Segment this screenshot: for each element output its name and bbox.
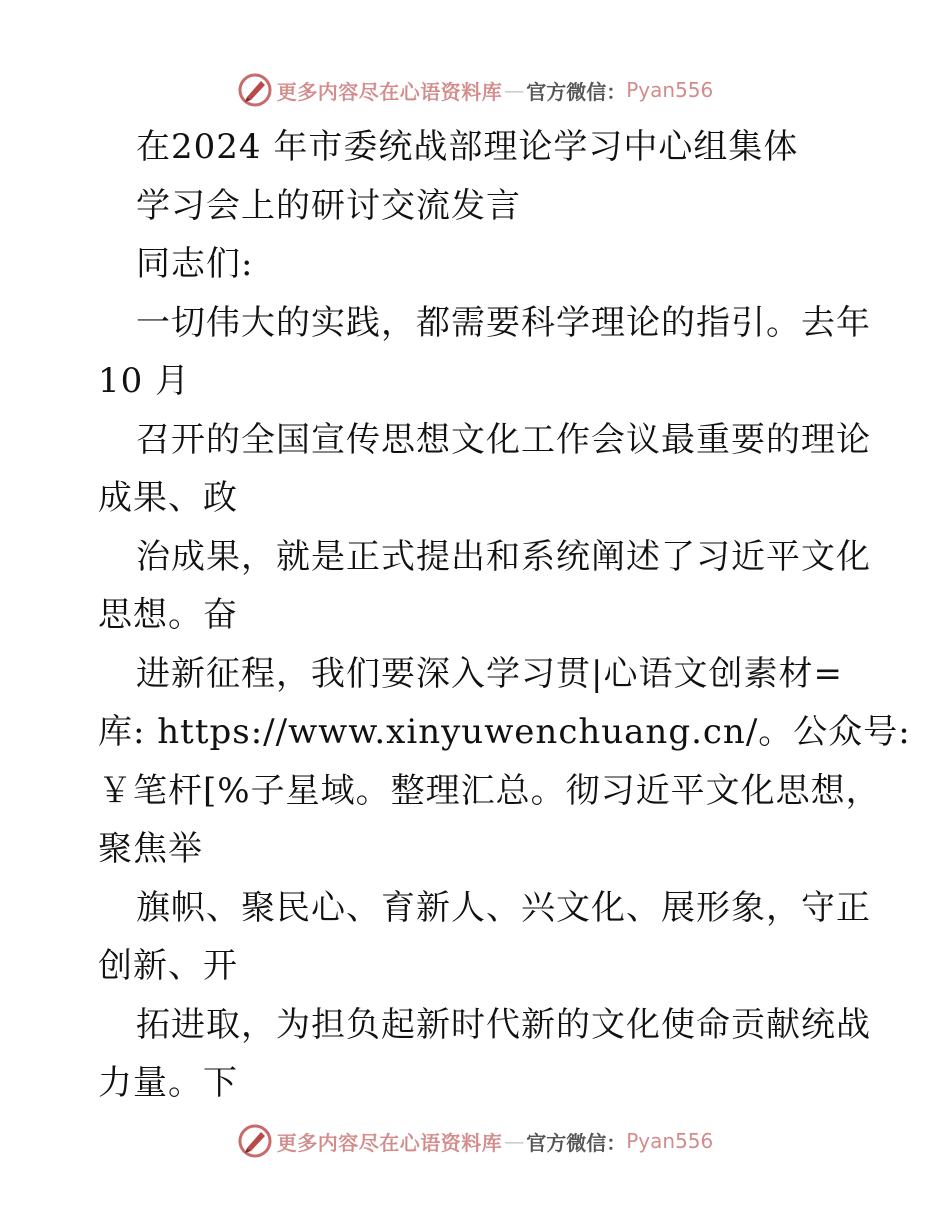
text-line: 创新、开	[98, 946, 238, 986]
text-line: 聚焦举	[98, 829, 203, 869]
wechat-label: 官方微信：	[526, 79, 627, 104]
document-body	[98, 118, 911, 1113]
text-line: 同志们:	[136, 244, 254, 284]
text-line: 力量。下	[98, 1063, 238, 1103]
text-line: 库: https://www.xinyuwenchuang.cn/。公众号:	[98, 712, 911, 752]
text-line: 成果、政	[98, 478, 238, 518]
text-line: 拓进取，为担负起新时代新的文化使命贡献统战	[136, 1004, 871, 1045]
wechat-id: Pyan556	[626, 78, 714, 102]
pen-nib-logo-icon	[237, 1123, 273, 1159]
text-line: ￥笔杆[%子星域。整理汇总。彻习近平文化思想，	[98, 770, 881, 811]
wechat-id: Pyan556	[626, 1129, 714, 1153]
text-line: 旗帜、聚民心、育新人、兴文化、展形象，守正	[136, 887, 871, 928]
site-name-text: 更多内容尽在心语资料库	[276, 79, 503, 104]
wechat-label: 官方微信：	[526, 1130, 627, 1155]
text-line: 召开的全国宣传思想文化工作会议最重要的理论	[136, 419, 871, 460]
text-line: 10 月	[98, 361, 191, 401]
text-line: 一切伟大的实践，都需要科学理论的指引。去年	[136, 302, 871, 343]
site-name-text: 更多内容尽在心语资料库	[276, 1130, 503, 1155]
separator-dash: —	[504, 78, 525, 102]
header-watermark-banner	[0, 70, 950, 110]
text-line: 思想。奋	[98, 595, 238, 635]
pen-nib-logo-icon	[237, 72, 273, 108]
text-line: 学习会上的研讨交流发言	[136, 185, 521, 226]
text-line: 进新征程，我们要深入学习贯|心语文创素材=	[136, 653, 843, 694]
text-line: 在2024 年市委统战部理论学习中心组集体	[136, 127, 799, 167]
text-line: 治成果，就是正式提出和系统阐述了习近平文化	[136, 536, 871, 577]
separator-dash: —	[504, 1129, 525, 1153]
footer-watermark-banner	[0, 1121, 950, 1161]
